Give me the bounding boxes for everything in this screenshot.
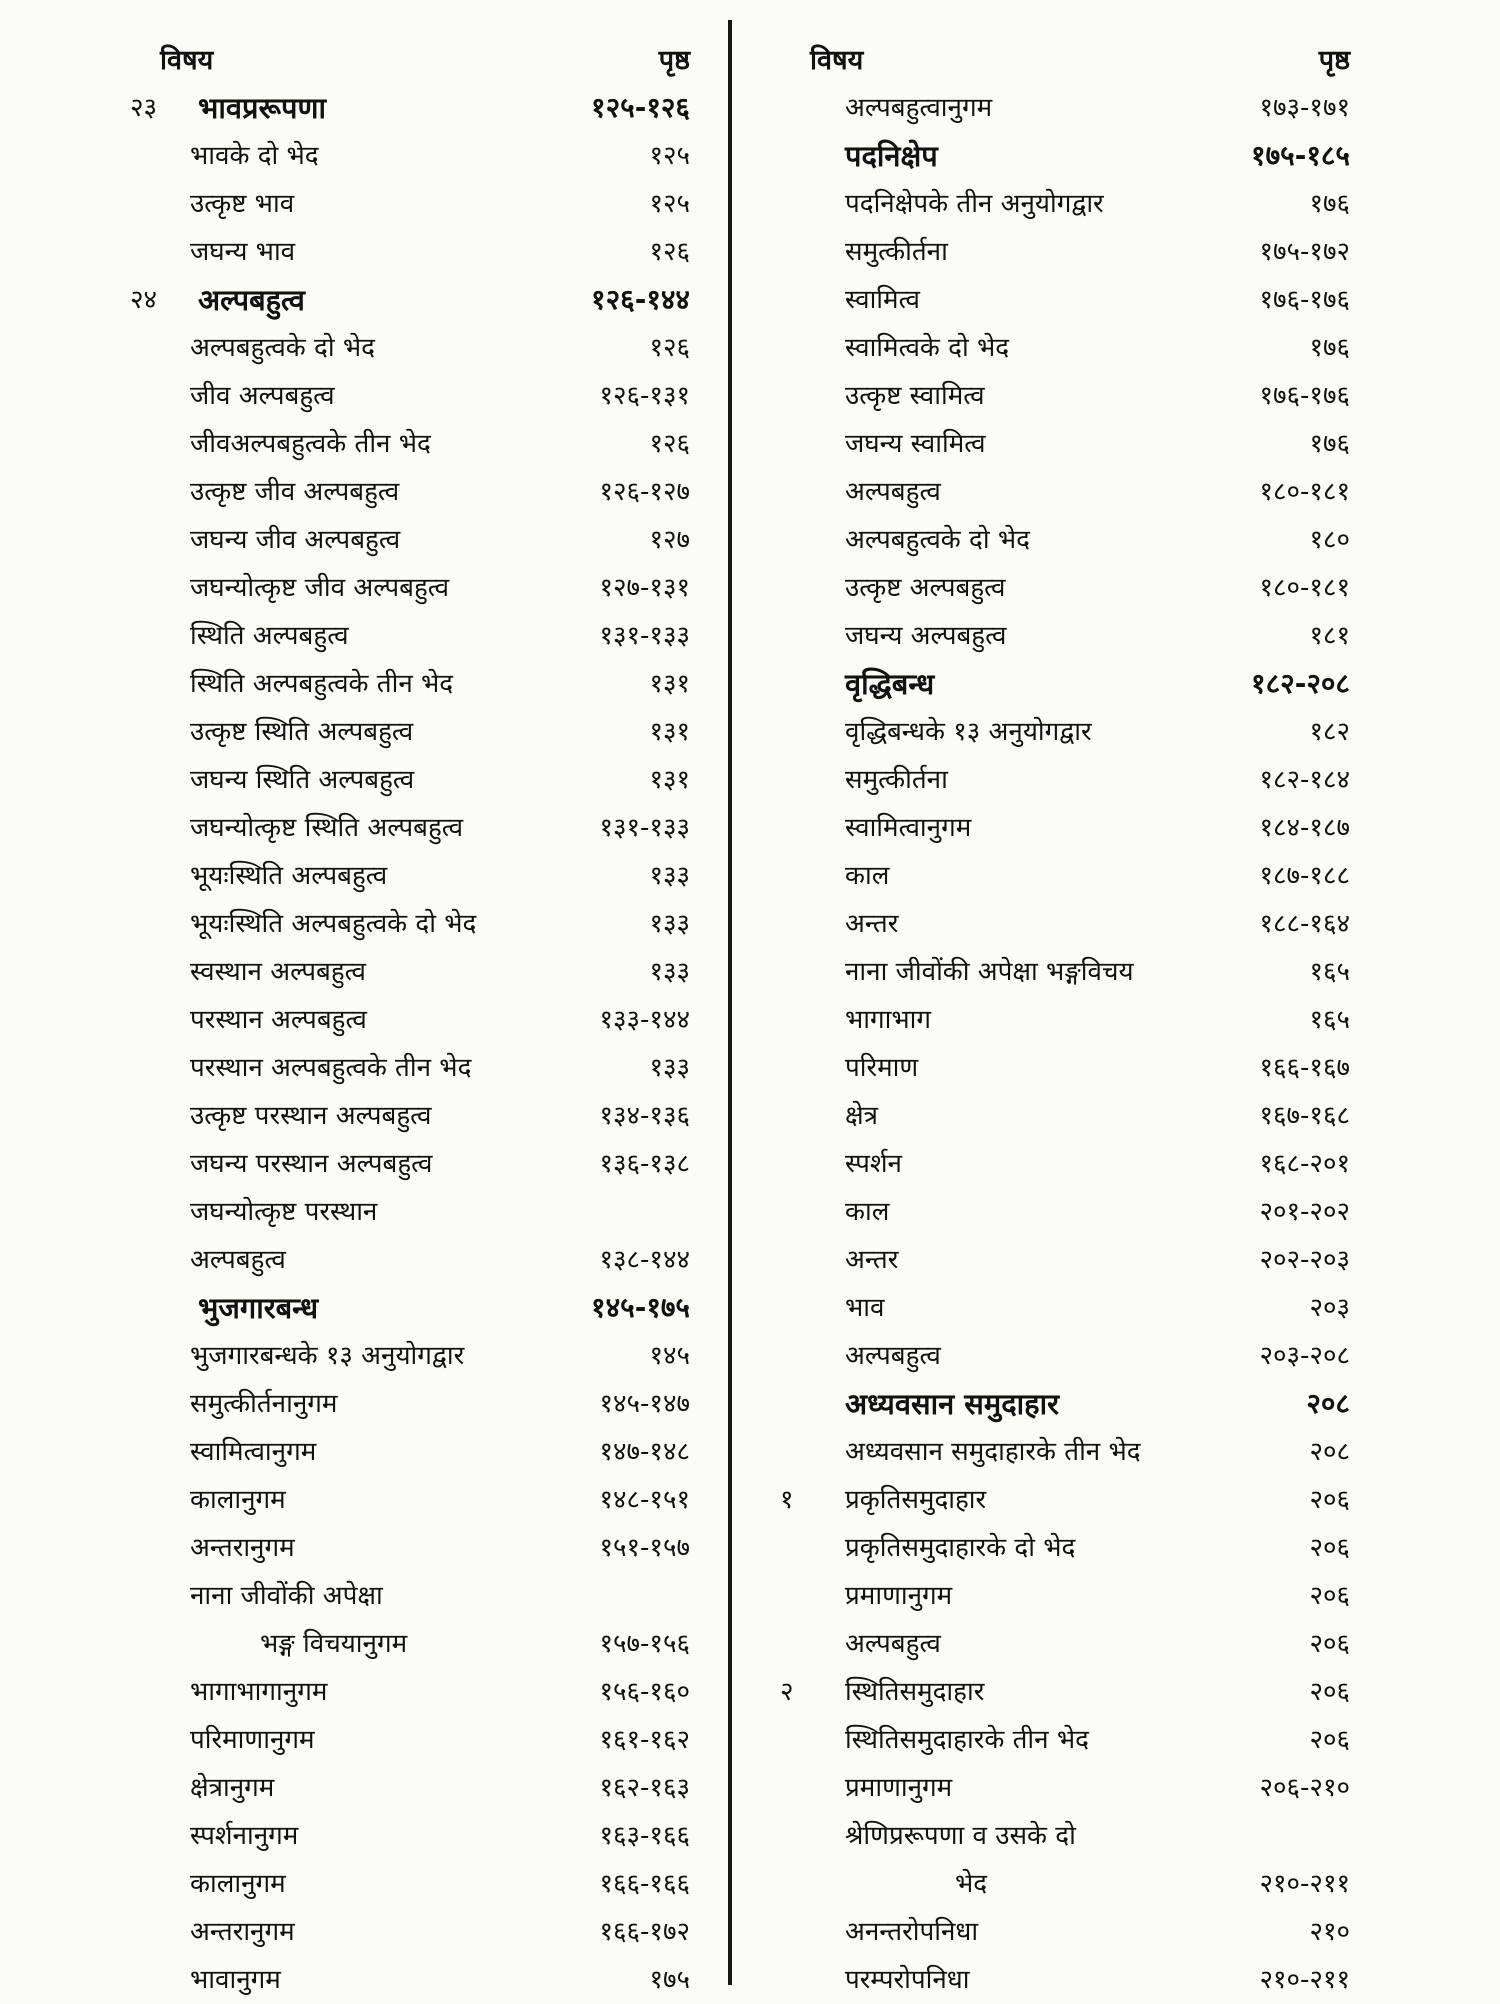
entry-page: १४५-१७५	[591, 1291, 690, 1324]
entry-title: काल	[845, 1197, 890, 1227]
entry-title: श्रेणिप्ररूपणा व उसके दो	[845, 1821, 1076, 1851]
entry-page: २०६	[1309, 1485, 1350, 1515]
toc-entry	[790, 1860, 1350, 1908]
toc-entry	[790, 1524, 1350, 1572]
toc-entry	[790, 660, 1350, 708]
toc-entry	[130, 948, 690, 996]
toc-entry	[790, 1092, 1350, 1140]
toc-entry	[780, 1476, 1350, 1524]
entry-title: समुत्कीर्तना	[845, 237, 948, 267]
toc-entry	[790, 276, 1350, 324]
entry-number: २३	[130, 93, 158, 123]
entry-page: १७५-१८५	[1251, 139, 1350, 172]
toc-entry	[790, 564, 1350, 612]
entry-page: १८२-२०८	[1251, 667, 1350, 700]
entry-page: १३३-१४४	[599, 1005, 690, 1035]
entry-page: १५६-१६०	[599, 1677, 690, 1707]
entry-title: जघन्य जीव अल्पबहुत्व	[190, 525, 401, 555]
toc-entry	[790, 1572, 1350, 1620]
column-header	[790, 36, 1350, 84]
toc-entry	[130, 900, 690, 948]
entry-page: १८२-१८४	[1259, 765, 1350, 795]
entry-title: भूयःस्थिति अल्पबहुत्व	[190, 861, 388, 891]
entry-page: १३३	[649, 1053, 690, 1083]
toc-entry	[130, 1188, 690, 1236]
toc-entry	[130, 612, 690, 660]
entry-title: परिमाण	[845, 1053, 919, 1083]
entry-page: २१०-२११	[1259, 1965, 1350, 1995]
entry-page: १६३-१६६	[599, 1821, 690, 1851]
entry-title: उत्कृष्ट परस्थान अल्पबहुत्व	[190, 1101, 432, 1131]
toc-entry	[790, 1044, 1350, 1092]
entry-title: नाना जीवोंकी अपेक्षा भङ्गविचय	[845, 957, 1134, 987]
entry-title: पदनिक्षेप	[845, 139, 938, 173]
toc-entry	[130, 1572, 690, 1620]
toc-entry	[130, 1380, 690, 1428]
entry-title: अल्पबहुत्व	[845, 1629, 941, 1659]
entry-title: स्पर्शन	[845, 1149, 902, 1179]
entry-page: १३१-१३३	[599, 621, 690, 651]
toc-entry	[790, 228, 1350, 276]
entry-page: २०८	[1309, 1437, 1350, 1467]
entry-title: अल्पबहुत्व	[845, 1341, 941, 1371]
toc-entry	[130, 1284, 690, 1332]
entry-title: स्वामित्व	[845, 285, 920, 315]
toc-entry	[790, 1716, 1350, 1764]
entry-title: उत्कृष्ट भाव	[190, 189, 295, 219]
entry-page: १८०-१८१	[1259, 477, 1350, 507]
toc-entry	[130, 756, 690, 804]
entry-page: २०६	[1309, 1677, 1350, 1707]
toc-entry	[130, 276, 690, 324]
entry-title: भागाभाग	[845, 1005, 932, 1035]
entry-title: भावानुगम	[190, 1965, 281, 1995]
entry-page: २०६	[1309, 1725, 1350, 1755]
entry-page: १८०-१८१	[1259, 573, 1350, 603]
entry-title: भाव	[845, 1293, 885, 1323]
toc-entry	[130, 1044, 690, 1092]
toc-entry	[130, 1524, 690, 1572]
entry-title: अल्पबहुत्वके दो भेद	[190, 333, 375, 363]
toc-entry	[780, 1668, 1350, 1716]
toc-entry	[130, 564, 690, 612]
toc-entry	[130, 1812, 690, 1860]
entry-title: वृद्धिबन्ध	[845, 667, 935, 701]
entry-title: अन्तर	[845, 1245, 899, 1275]
entry-page: १७६-१७६	[1259, 285, 1350, 315]
toc-entry	[130, 660, 690, 708]
toc-entry	[790, 180, 1350, 228]
column-divider	[728, 20, 732, 1985]
entry-title: अन्तर	[845, 909, 899, 939]
toc-entry	[130, 180, 690, 228]
entry-page: १२७	[649, 525, 690, 555]
toc-entry	[130, 1908, 690, 1956]
entry-page: १५१-१५७	[599, 1533, 690, 1563]
subject-heading: विषय	[810, 45, 864, 76]
entry-page: १६२-१६३	[599, 1773, 690, 1803]
entry-title: जघन्य भाव	[190, 237, 296, 267]
toc-entry	[130, 708, 690, 756]
toc-entry	[130, 516, 690, 564]
entry-title: कालानुगम	[190, 1869, 286, 1899]
entry-title: अल्पबहुत्व	[190, 1245, 286, 1275]
entry-page: १२६-१४४	[591, 283, 690, 316]
entry-title: स्वामित्वके दो भेद	[845, 333, 1010, 363]
entry-title: भेद	[955, 1869, 988, 1899]
subject-heading: विषय	[160, 45, 214, 76]
toc-entry	[790, 1380, 1350, 1428]
toc-entry	[130, 132, 690, 180]
entry-page: २१०	[1309, 1917, 1350, 1947]
entry-page: १६६-१६६	[599, 1869, 690, 1899]
toc-entry	[790, 468, 1350, 516]
toc-entry	[790, 324, 1350, 372]
entry-title: भागाभागानुगम	[190, 1677, 328, 1707]
entry-title: अल्पबहुत्व	[845, 477, 941, 507]
entry-title: स्थितिसमुदाहार	[845, 1677, 985, 1707]
entry-page: १३३	[649, 861, 690, 891]
entry-page: १२५-१२६	[591, 91, 690, 124]
entry-title: काल	[845, 861, 890, 891]
toc-entry	[790, 372, 1350, 420]
toc-entry	[790, 1188, 1350, 1236]
entry-title: भुजगारबन्धके १३ अनुयोगद्वार	[190, 1341, 465, 1371]
entry-page: १३३	[649, 909, 690, 939]
entry-page: १४५-१४७	[599, 1389, 690, 1419]
toc-entry	[130, 468, 690, 516]
entry-title: अन्तरानुगम	[190, 1917, 295, 1947]
toc-entry	[130, 1140, 690, 1188]
entry-page: १२६	[649, 429, 690, 459]
entry-page: २०६	[1309, 1581, 1350, 1611]
entry-page: १३१	[649, 765, 690, 795]
toc-entry	[130, 1620, 690, 1668]
entry-page: १२६	[649, 333, 690, 363]
left-column	[130, 36, 690, 2004]
entry-title: पदनिक्षेपके तीन अनुयोगद्वार	[845, 189, 1104, 219]
toc-entry	[130, 1428, 690, 1476]
entry-title: परस्थान अल्पबहुत्व	[190, 1005, 367, 1035]
entry-page: १६६-१६७	[1259, 1053, 1350, 1083]
entry-title: अल्पबहुत्वके दो भेद	[845, 525, 1030, 555]
entry-page: १७५	[649, 1965, 690, 1995]
entry-page: २०१-२०२	[1259, 1197, 1350, 1227]
entry-title: प्रमाणानुगम	[845, 1773, 953, 1803]
entry-title: परिमाणानुगम	[190, 1725, 315, 1755]
entry-title: क्षेत्रानुगम	[190, 1773, 275, 1803]
toc-entry	[130, 372, 690, 420]
toc-entry	[790, 1236, 1350, 1284]
toc-entry	[130, 324, 690, 372]
toc-entry	[790, 804, 1350, 852]
entry-title: अध्यवसान समुदाहारके तीन भेद	[845, 1437, 1141, 1467]
column-header	[130, 36, 690, 84]
toc-entry	[790, 996, 1350, 1044]
entry-title: जघन्य अल्पबहुत्व	[845, 621, 1007, 651]
entry-title: कालानुगम	[190, 1485, 286, 1515]
entry-page: १६५	[1309, 957, 1350, 987]
entry-title: वृद्धिबन्धके १३ अनुयोगद्वार	[845, 717, 1092, 747]
entry-page: २०६-२१०	[1259, 1773, 1350, 1803]
entry-title: अध्यवसान समुदाहार	[845, 1387, 1059, 1421]
entry-page: १८०	[1309, 525, 1350, 555]
toc-entry	[790, 1140, 1350, 1188]
entry-title: जीवअल्पबहुत्वके तीन भेद	[190, 429, 431, 459]
entry-title: परस्थान अल्पबहुत्वके तीन भेद	[190, 1053, 472, 1083]
entry-page: १३१	[649, 717, 690, 747]
entry-title: जघन्य स्थिति अल्पबहुत्व	[190, 765, 415, 795]
entry-title: जघन्योत्कृष्ट स्थिति अल्पबहुत्व	[190, 813, 464, 843]
toc-entry	[790, 900, 1350, 948]
toc-entry	[790, 852, 1350, 900]
entry-number: १	[780, 1485, 794, 1515]
entry-page: २०३	[1309, 1293, 1350, 1323]
entry-title: जीव अल्पबहुत्व	[190, 381, 335, 411]
entry-number: २४	[130, 285, 158, 315]
entry-page: १३४-१३६	[599, 1101, 690, 1131]
entry-page: १३८-१४४	[599, 1245, 690, 1275]
entry-page: १२५	[649, 189, 690, 219]
entry-page: १३३	[649, 957, 690, 987]
entry-page: १७५-१७२	[1259, 237, 1350, 267]
toc-entry	[130, 420, 690, 468]
toc-entry	[790, 1284, 1350, 1332]
toc-entry	[130, 852, 690, 900]
entry-page: १८१	[1309, 621, 1350, 651]
entry-page: २०२-२०३	[1259, 1245, 1350, 1275]
page-heading: पृष्ठ	[658, 45, 690, 76]
entry-page: १६६-१७२	[599, 1917, 690, 1947]
toc-entry	[790, 420, 1350, 468]
entry-page: १८८-१६४	[1259, 909, 1350, 939]
entry-page: १२५	[649, 141, 690, 171]
entry-title: नाना जीवोंकी अपेक्षा	[190, 1581, 383, 1611]
entry-page: १७६	[1309, 429, 1350, 459]
entry-title: स्वामित्वानुगम	[190, 1437, 317, 1467]
entry-page: २०८	[1306, 1387, 1350, 1420]
entry-title: भावके दो भेद	[190, 141, 319, 171]
entry-title: स्थितिसमुदाहारके तीन भेद	[845, 1725, 1089, 1755]
entry-page: १२६	[649, 237, 690, 267]
toc-entry	[130, 1716, 690, 1764]
toc-entry	[790, 132, 1350, 180]
entry-page: १२६-१३१	[599, 381, 690, 411]
toc-entry	[130, 1956, 690, 2004]
entry-title: अनन्तरोपनिधा	[845, 1917, 979, 1947]
toc-entry	[130, 1860, 690, 1908]
toc-entry	[130, 1236, 690, 1284]
entry-title: उत्कृष्ट स्वामित्व	[845, 381, 985, 411]
entry-title: उत्कृष्ट जीव अल्पबहुत्व	[190, 477, 400, 507]
entry-page: १४८-१५१	[599, 1485, 690, 1515]
entry-title: स्पर्शनानुगम	[190, 1821, 299, 1851]
entry-page: १७६	[1309, 333, 1350, 363]
entry-title: स्थिति अल्पबहुत्व	[190, 621, 349, 651]
entry-page: १६१-१६२	[599, 1725, 690, 1755]
entry-page: १८४-१८७	[1259, 813, 1350, 843]
toc-entry	[130, 1092, 690, 1140]
toc-entry	[130, 228, 690, 276]
entry-page: १७६	[1309, 189, 1350, 219]
page-heading: पृष्ठ	[1318, 45, 1350, 76]
entry-title: उत्कृष्ट अल्पबहुत्व	[845, 573, 1006, 603]
entry-title: जघन्य स्वामित्व	[845, 429, 986, 459]
entry-page: १६५	[1309, 1005, 1350, 1035]
entry-title: प्रमाणानुगम	[845, 1581, 953, 1611]
entry-title: भुजगारबन्ध	[198, 1291, 319, 1325]
toc-entry	[790, 516, 1350, 564]
entry-page: १२६-१२७	[599, 477, 690, 507]
toc-entry	[790, 84, 1350, 132]
toc-entry	[130, 996, 690, 1044]
entry-title: उत्कृष्ट स्थिति अल्पबहुत्व	[190, 717, 414, 747]
toc-entry	[130, 84, 690, 132]
entry-page: १८७-१८८	[1259, 861, 1350, 891]
toc-entry	[790, 948, 1350, 996]
toc-entry	[790, 1620, 1350, 1668]
entry-title: क्षेत्र	[845, 1101, 878, 1131]
toc-entry	[790, 1908, 1350, 1956]
entry-title: प्रकृतिसमुदाहारके दो भेद	[845, 1533, 1076, 1563]
toc-entry	[130, 1668, 690, 1716]
entry-page: १३६-१३८	[599, 1149, 690, 1179]
entry-title: अल्पबहुत्वानुगम	[845, 93, 993, 123]
entry-page: १५७-१५६	[599, 1629, 690, 1659]
toc-entry	[130, 1764, 690, 1812]
right-column	[780, 36, 1350, 2004]
entry-page: २०३-२०८	[1259, 1341, 1350, 1371]
entry-page: १६७-१६८	[1259, 1101, 1350, 1131]
entry-page: १७६-१७६	[1259, 381, 1350, 411]
entry-page: १४७-१४८	[599, 1437, 690, 1467]
toc-entry	[790, 1764, 1350, 1812]
entry-title: स्वस्थान अल्पबहुत्व	[190, 957, 366, 987]
entry-title: समुत्कीर्तनानुगम	[190, 1389, 338, 1419]
entry-page: २१०-२११	[1259, 1869, 1350, 1899]
left-entries	[130, 84, 690, 2004]
entry-title: अल्पबहुत्व	[198, 283, 305, 317]
entry-title: स्थिति अल्पबहुत्वके तीन भेद	[190, 669, 454, 699]
toc-entry	[790, 612, 1350, 660]
toc-entry	[130, 1476, 690, 1524]
entry-page: १७३-१७१	[1259, 93, 1350, 123]
entry-number: २	[780, 1677, 794, 1707]
entry-page: १६८-२०१	[1259, 1149, 1350, 1179]
entry-title: समुत्कीर्तना	[845, 765, 948, 795]
toc-entry	[790, 708, 1350, 756]
toc-entry	[790, 1812, 1350, 1860]
entry-page: २०६	[1309, 1533, 1350, 1563]
entry-title: स्वामित्वानुगम	[845, 813, 972, 843]
entry-page: २०६	[1309, 1629, 1350, 1659]
entry-title: भूयःस्थिति अल्पबहुत्वके दो भेद	[190, 909, 477, 939]
toc-entry	[790, 1332, 1350, 1380]
entry-page: १४५	[649, 1341, 690, 1371]
toc-entry	[790, 756, 1350, 804]
entry-title: जघन्योत्कृष्ट जीव अल्पबहुत्व	[190, 573, 450, 603]
entry-page: १३१	[649, 669, 690, 699]
entry-page: १८२	[1309, 717, 1350, 747]
entry-title: परम्परोपनिधा	[845, 1965, 970, 1995]
toc-entry	[130, 1332, 690, 1380]
toc-entry	[790, 1428, 1350, 1476]
entry-page: १२७-१३१	[599, 573, 690, 603]
entry-title: भङ्ग विचयानुगम	[260, 1629, 408, 1659]
entry-title: प्रकृतिसमुदाहार	[845, 1485, 987, 1515]
entry-title: भावप्ररूपणा	[198, 91, 327, 125]
right-entries	[780, 84, 1350, 2004]
entry-title: अन्तरानुगम	[190, 1533, 295, 1563]
toc-entry	[130, 804, 690, 852]
entry-page: १३१-१३३	[599, 813, 690, 843]
entry-title: जघन्य परस्थान अल्पबहुत्व	[190, 1149, 433, 1179]
toc-entry	[790, 1956, 1350, 2004]
entry-title: जघन्योत्कृष्ट परस्थान	[190, 1197, 378, 1227]
